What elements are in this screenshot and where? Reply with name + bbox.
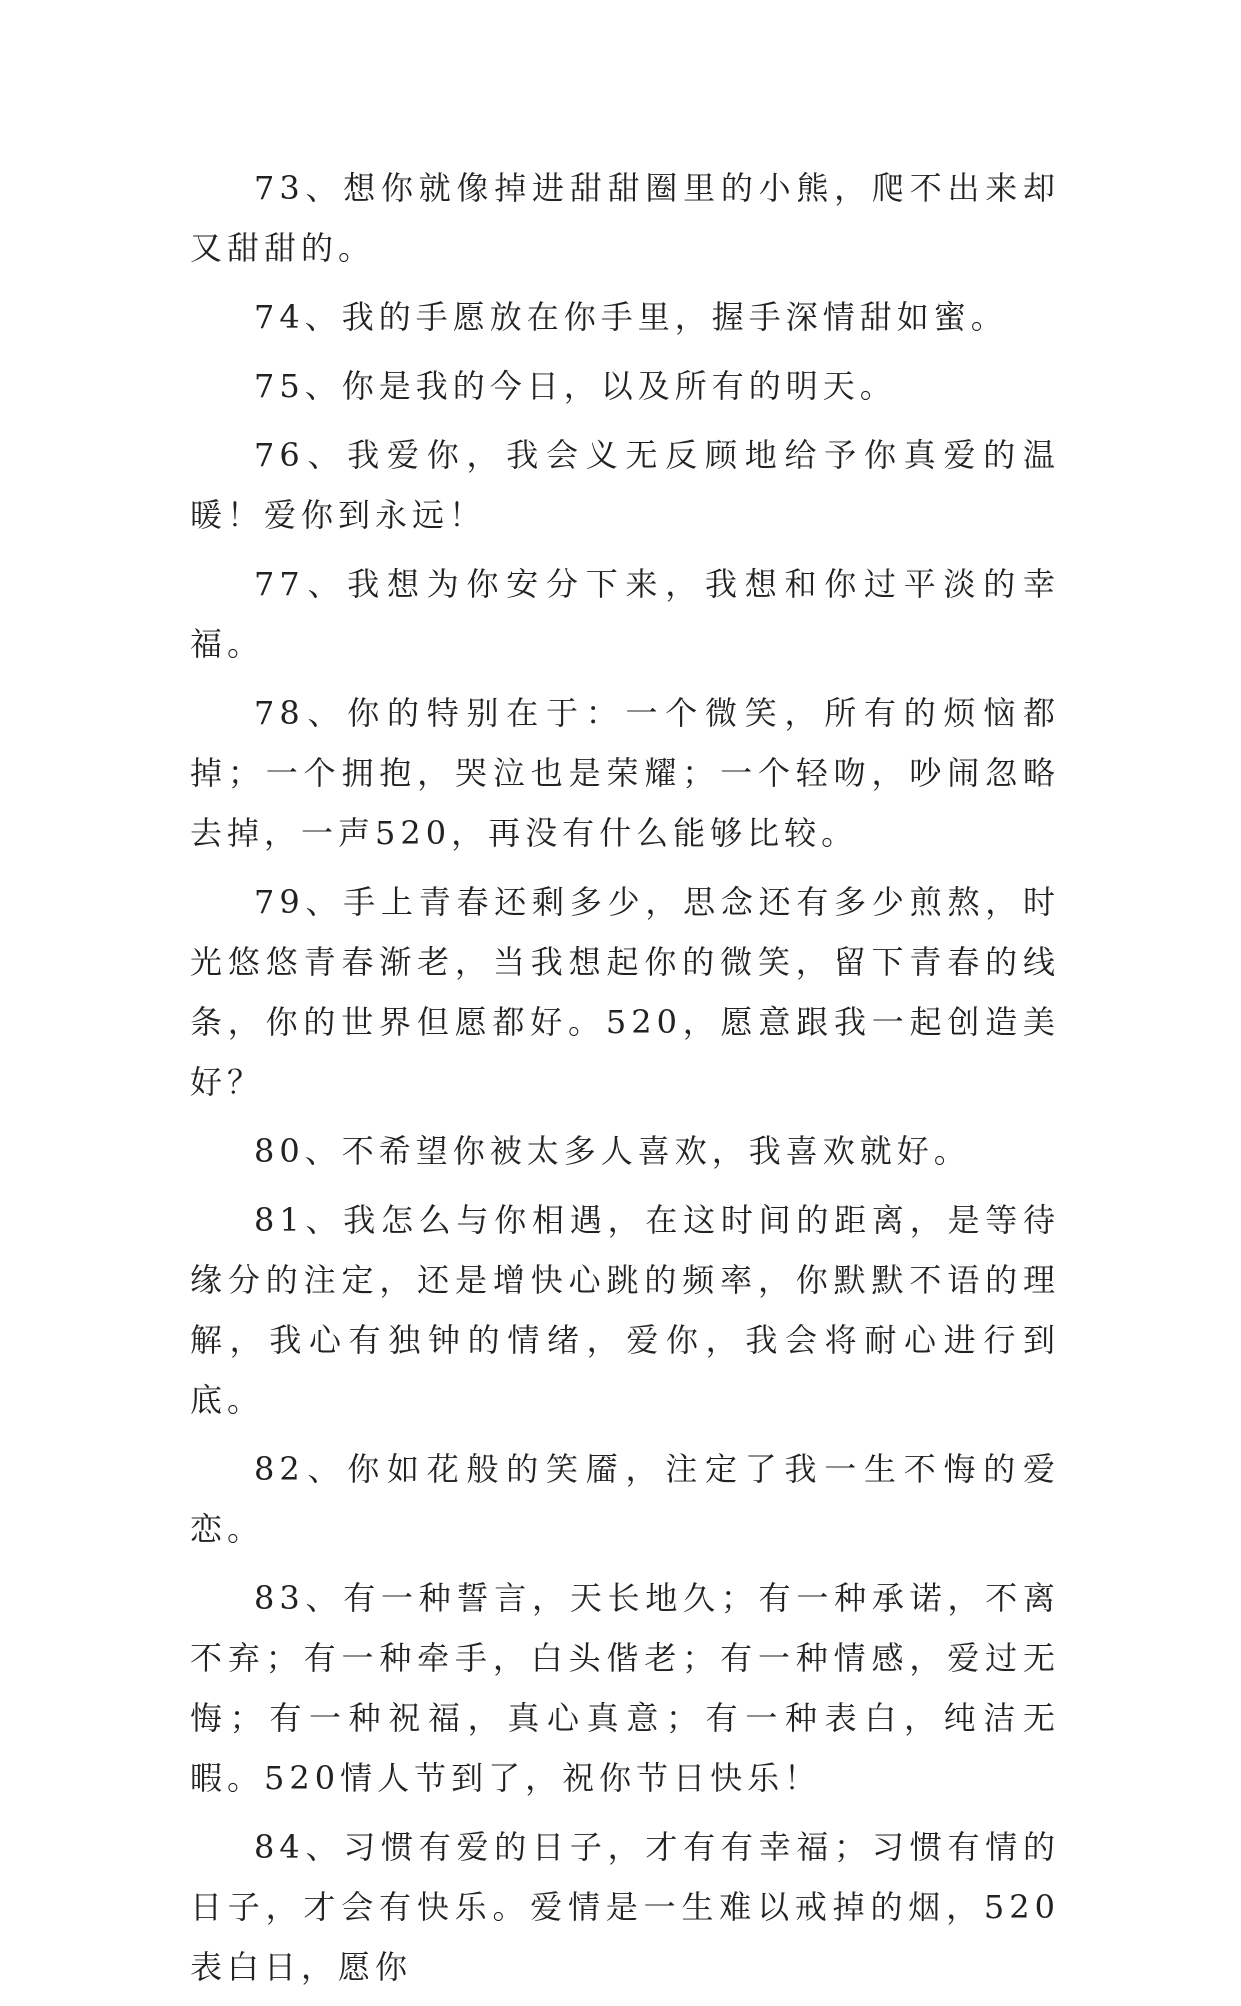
paragraph-81: 81、我怎么与你相遇，在这时间的距离，是等待缘分的注定，还是增快心跳的频率，你默默不语的理解，我心有独钟的情绪，爱你，我会将耐心进行到底。 xyxy=(190,1201,1060,1419)
paragraph-80: 80、不希望你被太多人喜欢，我喜欢就好。 xyxy=(254,1132,971,1170)
paragraph-82: 82、你如花般的笑靥，注定了我一生不悔的爱恋。 xyxy=(190,1450,1060,1548)
paragraph-84: 84、习惯有爱的日子，才有有幸福；习惯有情的日子，才会有快乐。爱情是一生难以戒掉的烟，520表白日，愿你 xyxy=(190,1828,1060,1986)
paragraph-79: 79、手上青春还剩多少，思念还有多少煎熬，时光悠悠青春渐老，当我想起你的微笑，留下青春的线条，你的世界但愿都好。520，愿意跟我一起创造美好？ xyxy=(190,883,1060,1101)
paragraph-83: 83、有一种誓言，天长地久；有一种承诺，不离不弃；有一种牵手，白头偕老；有一种情感，爱过无悔；有一种祝福，真心真意；有一种表白，纯洁无暇。520情人节到了，祝你节日快乐！ xyxy=(190,1579,1060,1797)
paragraph-73: 73、想你就像掉进甜甜圈里的小熊，爬不出来却又甜甜的。 xyxy=(190,169,1060,267)
paragraph-77: 77、我想为你安分下来，我想和你过平淡的幸福。 xyxy=(190,565,1060,663)
paragraph-74: 74、我的手愿放在你手里，握手深情甜如蜜。 xyxy=(254,298,1008,336)
paragraph-76: 76、我爱你，我会义无反顾地给予你真爱的温暖！爱你到永远！ xyxy=(190,436,1060,534)
paragraph-75: 75、你是我的今日，以及所有的明天。 xyxy=(254,367,897,405)
paragraph-78: 78、你的特别在于：一个微笑，所有的烦恼都掉；一个拥抱，哭泣也是荣耀；一个轻吻，吵闹忽略去掉，一声520，再没有什么能够比较。 xyxy=(190,694,1060,852)
document-body xyxy=(190,158,1060,2006)
